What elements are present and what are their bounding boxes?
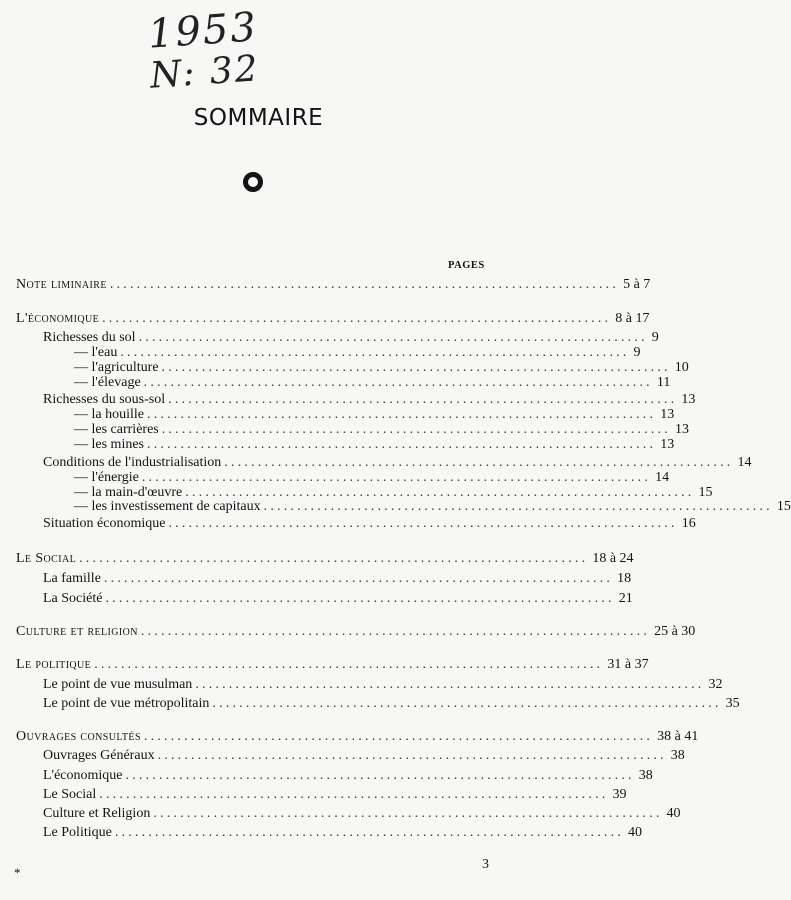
toc-entry-politique: Le politique ............................................................................ 31 à 37 — [16, 657, 649, 672]
toc-label: Note liminaire — [16, 277, 107, 292]
page-number: 3 — [482, 857, 489, 872]
pages-column-header: PAGES — [448, 260, 485, 271]
toc-entry-economique: L'économique ............................................................................ 8 à 17 — [16, 311, 650, 326]
circle-ornament-icon — [243, 172, 263, 192]
toc-entry-investissement: — les investissement de capitaux ............................................................................ 15 — [74, 499, 791, 514]
toc-entry-ouvrages-social: Le Social ............................................................................ 39 — [43, 787, 627, 802]
handwritten-number: N: 32 — [148, 48, 261, 97]
toc-entry-note: Note liminaire ............................................................................ 5 à 7 — [16, 277, 651, 292]
toc-label: Culture et religion — [16, 624, 138, 639]
toc-entry-ouvrages-generaux: Ouvrages Généraux ............................................................................ 38 — [43, 748, 685, 763]
toc-entry-mines: — les mines ............................................................................ 13 — [74, 437, 675, 452]
toc-label: Le politique — [16, 657, 92, 672]
toc-entry-eau: — l'eau ............................................................................ 9 — [74, 345, 641, 360]
toc-pages: 38 à 41 — [657, 729, 699, 744]
toc-entry-ouvrages-culture: Culture et Religion ............................................................................ 40 — [43, 806, 681, 821]
page-title: SOMMAIRE — [193, 105, 324, 131]
toc-pages: 31 à 37 — [607, 657, 649, 672]
toc-pages: 18 à 24 — [592, 551, 634, 566]
toc-entry-elevage: — l'élevage ............................................................................ 11 — [74, 375, 671, 390]
toc-entry-social: Le Social ............................................................................ 18 à 24 — [16, 551, 634, 566]
toc-entry-industrialisation: Conditions de l'industrialisation ............................................................................ 14 — [43, 455, 752, 470]
toc-label: Ouvrages consultés — [16, 729, 141, 744]
toc-entry-energie: — l'énergie ............................................................................ 14 — [74, 470, 670, 485]
toc-entry-carrieres: — les carrières ............................................................................ 13 — [74, 422, 689, 437]
toc-entry-houille: — la houille ............................................................................ 13 — [74, 407, 675, 422]
toc-entry-societe: La Société ............................................................................ 21 — [43, 591, 633, 606]
handwritten-year: 1953 — [146, 4, 260, 58]
toc-entry-ouvrages: Ouvrages consultés ............................................................................ 38 à 41 — [16, 729, 699, 744]
toc-label: L'économique — [16, 311, 100, 326]
toc-entry-musulman: Le point de vue musulman ............................................................................ 32 — [43, 677, 723, 692]
toc-entry-famille: La famille ............................................................................ 18 — [43, 571, 632, 586]
toc-entry-situation: Situation économique ............................................................................ 16 — [43, 516, 696, 531]
toc-entry-sol: Richesses du sol ............................................................................ 9 — [43, 330, 659, 345]
toc-pages: 5 à 7 — [623, 277, 651, 292]
toc-pages: 25 à 30 — [654, 624, 696, 639]
toc-entry-metropolitain: Le point de vue métropolitain ............................................................................ 35 — [43, 696, 740, 711]
toc-entry-ouvrages-politique: Le Politique ............................................................................ 40 — [43, 825, 643, 840]
footer-asterisk: * — [14, 865, 21, 880]
toc-entry-sous-sol: Richesses du sous-sol ............................................................................ 13 — [43, 392, 696, 407]
toc-entry-agriculture: — l'agriculture ............................................................................ 10 — [74, 360, 689, 375]
toc-entry-ouvrages-economique: L'économique ............................................................................ 38 — [43, 768, 653, 783]
toc-pages: 8 à 17 — [615, 311, 650, 326]
toc-entry-main-doeuvre: — la main-d'œuvre ............................................................................ 15 — [74, 485, 713, 500]
toc-entry-culture: Culture et religion ............................................................................ 25 à 30 — [16, 624, 696, 639]
toc-label: Le Social — [16, 551, 77, 566]
